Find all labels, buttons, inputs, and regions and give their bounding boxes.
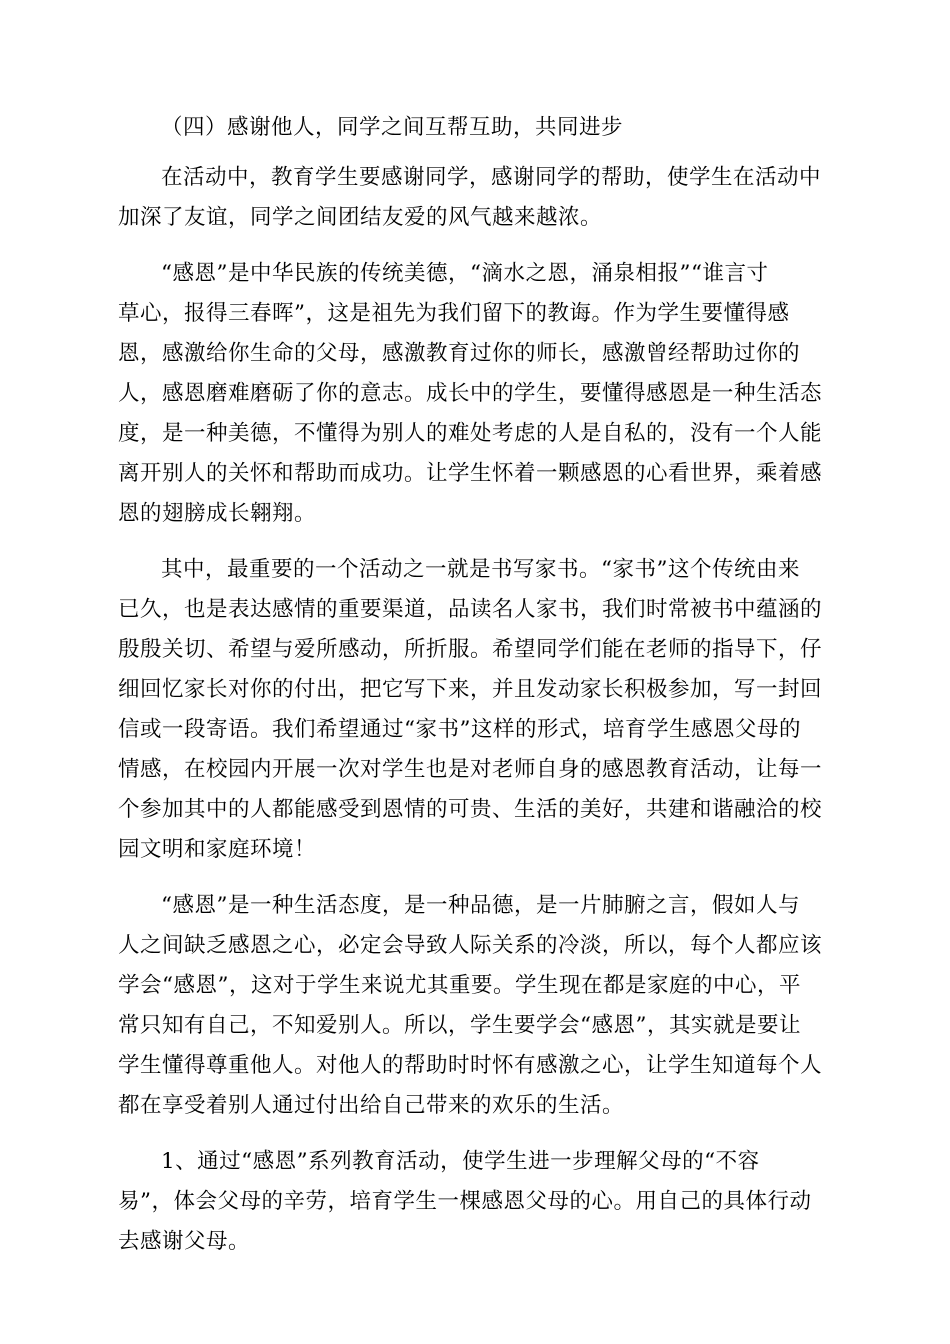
paragraph-line: 易”，体会父母的辛劳，培育学生一棵感恩父母的心。用自己的具体行动 [118, 1189, 812, 1214]
paragraph-line: 常只知有自己，不知爱别人。所以，学生要学会“感恩”，其实就是要让 [118, 1013, 801, 1038]
paragraph-line: 学会“感恩”，这对于学生来说尤其重要。学生现在都是家庭的中心，平 [118, 973, 801, 998]
paragraph-4 [118, 886, 833, 1126]
paragraph-line: 恩的翅膀成长翱翔。 [118, 501, 317, 526]
section-heading: （四）感谢他人，同学之间互帮互助，共同进步 [161, 115, 624, 140]
paragraph-line: 度，是一种美德，不懂得为别人的难处考虑的人是自私的，没有一个人能 [118, 421, 823, 446]
paragraph-line: 都在享受着别人通过付出给自己带来的欢乐的生活。 [118, 1093, 625, 1118]
paragraph-line: 其中，最重要的一个活动之一就是书写家书。“家书”这个传统由来 [161, 557, 800, 582]
paragraph-2 [118, 254, 833, 534]
paragraph-line: 园文明和家庭环境！ [118, 837, 317, 862]
paragraph-line: 个参加其中的人都能感受到恩情的可贵、生活的美好，共建和谐融洽的校 [118, 797, 823, 822]
paragraph-line: 学生懂得尊重他人。对他人的帮助时时怀有感激之心，让学生知道每个人 [118, 1053, 823, 1078]
paragraph-line: 已久，也是表达感情的重要渠道，品读名人家书，我们时常被书中蕴涵的 [118, 597, 823, 622]
paragraph-5 [118, 1142, 833, 1262]
paragraph-line: 人之间缺乏感恩之心，必定会导致人际关系的冷淡，所以，每个人都应该 [118, 933, 823, 958]
paragraph-1 [118, 158, 833, 238]
paragraph-line: 殷殷关切、希望与爱所感动，所折服。希望同学们能在老师的指导下，仔 [118, 637, 823, 662]
paragraph-line: 1、通过“感恩”系列教育活动，使学生进一步理解父母的“不容 [161, 1149, 760, 1174]
paragraph-line: 去感谢父母。 [118, 1229, 251, 1254]
paragraph-line: 离开别人的关怀和帮助而成功。让学生怀着一颗感恩的心看世界，乘着感 [118, 461, 823, 486]
document-page [118, 108, 833, 1278]
paragraph-line: 人，感恩磨难磨砺了你的意志。成长中的学生，要懂得感恩是一种生活态 [118, 381, 823, 406]
paragraph-line: 情感，在校园内开展一次对学生也是对老师自身的感恩教育活动，让每一 [118, 757, 823, 782]
paragraph-line: “感恩”是一种生活态度，是一种品德，是一片肺腑之言，假如人与 [161, 893, 800, 918]
paragraph-line: 细回忆家长对你的付出，把它写下来，并且发动家长积极参加，写一封回 [118, 677, 823, 702]
paragraph-line: “感恩”是中华民族的传统美德，“滴水之恩，涌泉相报”“谁言寸 [161, 261, 769, 286]
paragraph-line: 信或一段寄语。我们希望通过“家书”这样的形式，培育学生感恩父母的 [118, 717, 801, 742]
paragraph-line: 在活动中，教育学生要感谢同学，感谢同学的帮助，使学生在活动中 [161, 165, 822, 190]
paragraph-line: 恩，感激给你生命的父母，感激教育过你的师长，感激曾经帮助过你的 [118, 341, 801, 366]
paragraph-3 [118, 550, 833, 870]
paragraph-line: 草心，报得三春晖”，这是祖先为我们留下的教诲。作为学生要懂得感 [118, 301, 790, 326]
paragraph-line: 加深了友谊，同学之间团结友爱的风气越来越浓。 [118, 205, 603, 230]
